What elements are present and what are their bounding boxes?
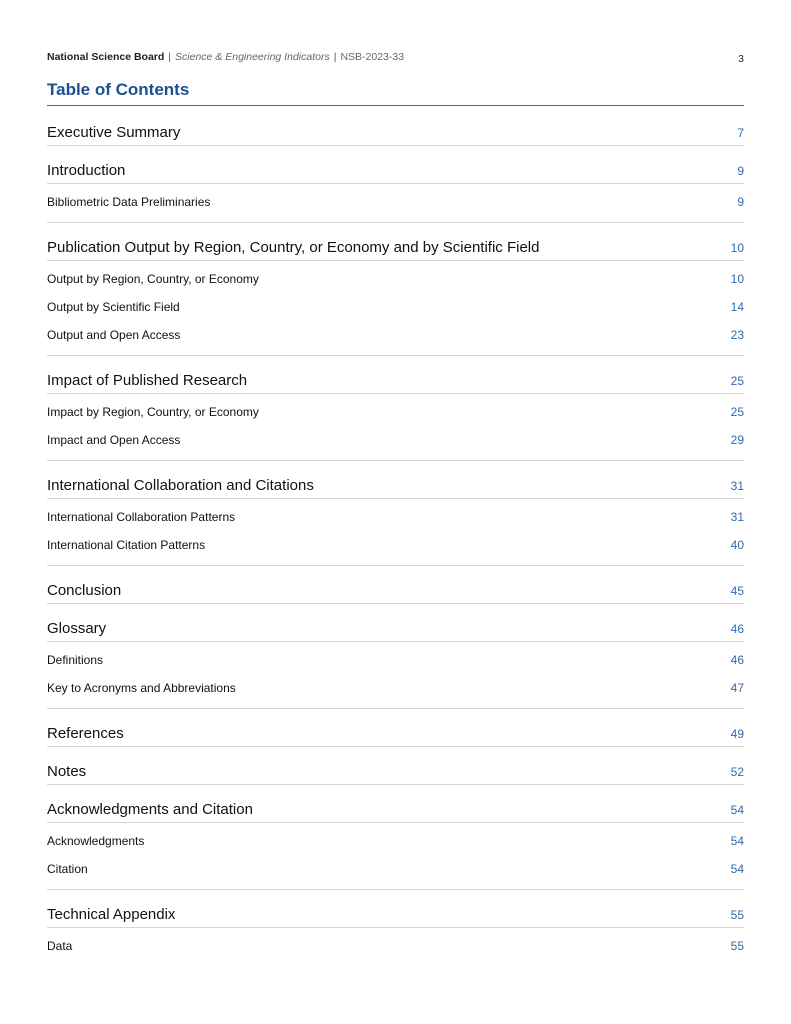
toc-entry-label: Conclusion (47, 582, 122, 599)
toc-entry-label: International Collaboration Patterns (47, 510, 236, 524)
toc-entry-conclusion[interactable] (47, 582, 744, 599)
toc-entry-page: 46 (730, 653, 744, 667)
toc-entry-page: 31 (730, 510, 744, 524)
header-series: Science & Engineering Indicators (175, 51, 330, 63)
running-header (47, 50, 744, 64)
toc-entry-page: 25 (730, 374, 744, 388)
toc-divider (47, 641, 744, 642)
toc-entry-label: Impact and Open Access (47, 433, 181, 447)
toc-entry-label: Data (47, 939, 73, 953)
toc-entry-label: International Citation Patterns (47, 538, 206, 552)
toc-subentry-output-open-access[interactable] (47, 328, 744, 342)
toc-divider (47, 746, 744, 747)
toc-divider (47, 393, 744, 394)
toc-divider (47, 822, 744, 823)
toc-divider (47, 355, 744, 356)
toc-subentry-citation-patterns[interactable] (47, 538, 744, 552)
toc-entry-introduction[interactable] (47, 162, 744, 179)
toc-entry-page: 9 (737, 164, 744, 178)
toc-entry-label: Acknowledgments and Citation (47, 801, 253, 818)
toc-entry-label: Notes (47, 763, 87, 780)
toc-divider (47, 603, 744, 604)
toc-entry-page: 54 (730, 803, 744, 817)
toc-entry-label: Output by Region, Country, or Economy (47, 272, 259, 286)
toc-divider (47, 145, 744, 146)
header-separator-2: | (333, 51, 337, 63)
toc-entry-page: 10 (730, 241, 744, 255)
toc-entry-label: Bibliometric Data Preliminaries (47, 195, 211, 209)
toc-entry-references[interactable] (47, 725, 744, 742)
toc-divider (47, 565, 744, 566)
toc-entry-label: Publication Output by Region, Country, or Economy and by Scientific Field (47, 239, 540, 256)
toc-entry-acknowledgments-citation[interactable] (47, 801, 744, 818)
toc-entry-label: Glossary (47, 620, 107, 637)
toc-divider (47, 927, 744, 928)
toc-subentry-collaboration-patterns[interactable] (47, 510, 744, 524)
toc-entry-label: Citation (47, 862, 88, 876)
toc-entry-label: Impact by Region, Country, or Economy (47, 405, 259, 419)
toc-entry-page: 9 (737, 195, 744, 209)
toc-entry-technical-appendix[interactable] (47, 906, 744, 923)
toc-entry-page: 40 (730, 538, 744, 552)
toc-divider (47, 460, 744, 461)
toc-entry-page: 47 (730, 681, 744, 695)
toc-entry-page: 55 (730, 908, 744, 922)
toc-entry-label: Technical Appendix (47, 906, 176, 923)
toc-entry-label: Output by Scientific Field (47, 300, 180, 314)
toc-subentry-definitions[interactable] (47, 653, 744, 667)
toc-entry-notes[interactable] (47, 763, 744, 780)
toc-entry-page: 14 (730, 300, 744, 314)
toc-divider (47, 222, 744, 223)
toc-entry-label: Executive Summary (47, 124, 181, 141)
toc-divider (47, 260, 744, 261)
toc-divider (47, 784, 744, 785)
toc-divider (47, 889, 744, 890)
toc-entry-page: 31 (730, 479, 744, 493)
header-separator-1: | (168, 51, 172, 63)
toc-entry-page: 45 (730, 584, 744, 598)
toc-divider (47, 498, 744, 499)
toc-entry-page: 25 (730, 405, 744, 419)
toc-entry-page: 54 (730, 834, 744, 848)
toc-entry-international-collaboration[interactable] (47, 477, 744, 494)
toc-entry-label: Output and Open Access (47, 328, 181, 342)
toc-entry-page: 7 (737, 126, 744, 140)
toc-entry-publication-output[interactable] (47, 239, 744, 256)
toc-subentry-bibliometric-data[interactable] (47, 195, 744, 209)
toc-entry-label: Acknowledgments (47, 834, 145, 848)
toc-subentry-output-by-field[interactable] (47, 300, 744, 314)
page-number: 3 (738, 53, 744, 65)
toc-entry-label: Impact of Published Research (47, 372, 248, 389)
toc-entry-page: 52 (730, 765, 744, 779)
toc-divider (47, 708, 744, 709)
toc-entry-page: 10 (730, 272, 744, 286)
toc-subentry-citation[interactable] (47, 862, 744, 876)
toc-entry-label: Key to Acronyms and Abbreviations (47, 681, 236, 695)
header-org: National Science Board (47, 51, 165, 63)
toc-entry-page: 54 (730, 862, 744, 876)
toc-subentry-impact-by-region[interactable] (47, 405, 744, 419)
toc-entry-page: 29 (730, 433, 744, 447)
toc-subentry-acronyms[interactable] (47, 681, 744, 695)
toc-divider (47, 183, 744, 184)
document-page (47, 0, 744, 1024)
toc-subentry-data[interactable] (47, 939, 744, 953)
toc-entry-executive-summary[interactable] (47, 124, 744, 141)
toc-entry-label: Definitions (47, 653, 104, 667)
toc-entry-label: International Collaboration and Citations (47, 477, 314, 494)
toc-entry-page: 49 (730, 727, 744, 741)
toc-subentry-output-by-region[interactable] (47, 272, 744, 286)
toc-entry-page: 46 (730, 622, 744, 636)
toc-heading: Table of Contents (47, 79, 744, 106)
toc-entry-glossary[interactable] (47, 620, 744, 637)
header-report-code: NSB-2023-33 (340, 51, 405, 63)
toc-entry-page: 23 (730, 328, 744, 342)
toc-entry-label: Introduction (47, 162, 126, 179)
toc-entry-impact[interactable] (47, 372, 744, 389)
toc-entry-label: References (47, 725, 124, 742)
toc-subentry-impact-open-access[interactable] (47, 433, 744, 447)
toc-subentry-acknowledgments[interactable] (47, 834, 744, 848)
toc-entry-page: 55 (730, 939, 744, 953)
